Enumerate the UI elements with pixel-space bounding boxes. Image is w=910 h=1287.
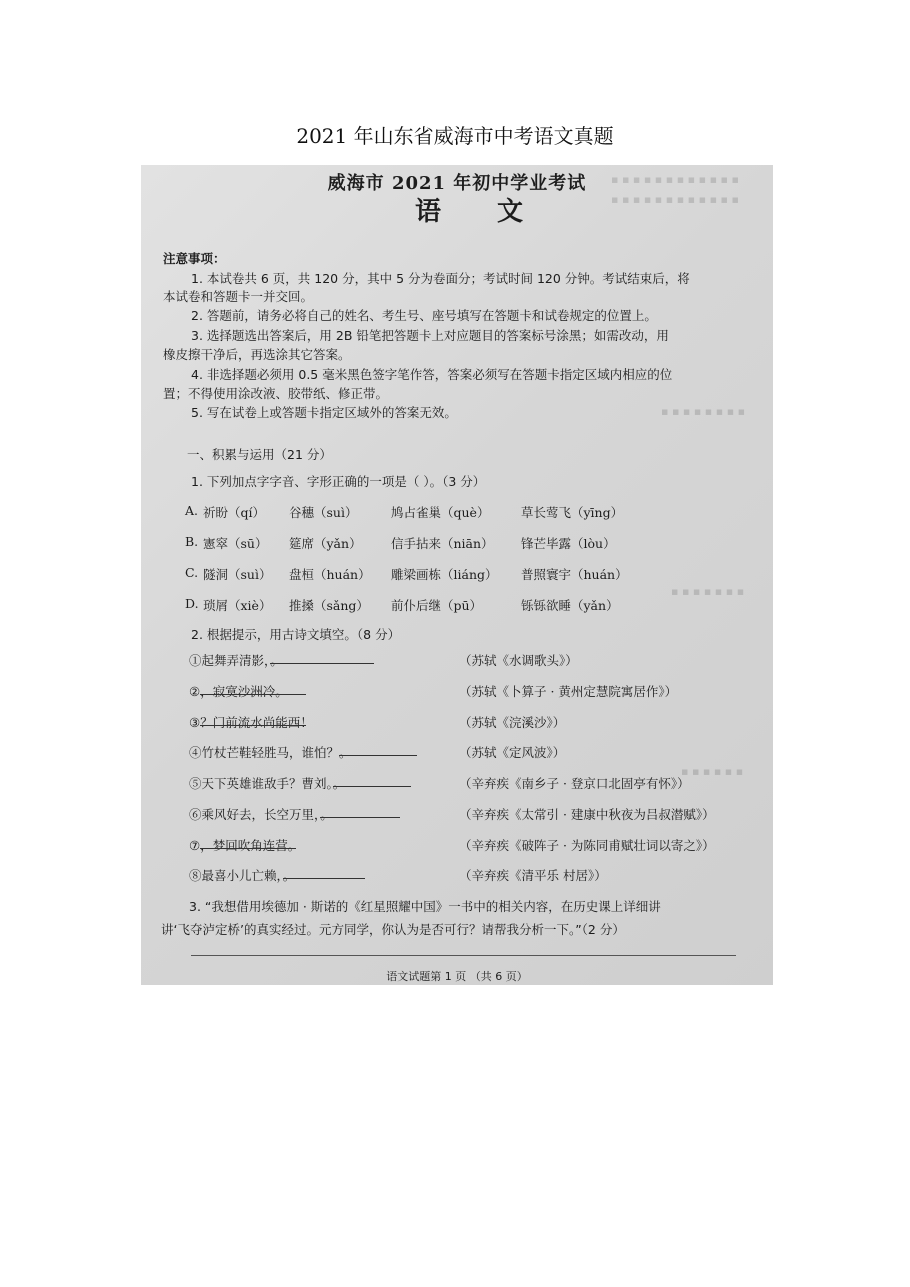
fill-item-3 bbox=[189, 713, 769, 729]
option-item: 锋芒毕露（lòu） bbox=[521, 536, 616, 551]
notice-line: 3. 选择题选出答案后，用 2B 铅笔把答题卡上对应题目的答案标号涂黑；如需改动，用 bbox=[191, 328, 669, 343]
notice-line: 置；不得使用涂改液、胶带纸、修正带。 bbox=[163, 386, 389, 401]
fill-source: （辛弃疾《破阵子 · 为陈同甫赋壮词以寄之》） bbox=[459, 838, 715, 853]
notice-line: 1. 本试卷共 6 页，共 120 分，其中 5 分为卷面分；考试时间 120 分钟。考试结束后，将 bbox=[191, 271, 690, 286]
option-item: 隧洞（suì） bbox=[203, 567, 272, 582]
notice-line: 5. 写在试卷上或答题卡指定区域外的答案无效。 bbox=[191, 405, 457, 420]
fill-source: （苏轼《水调歌头》） bbox=[459, 653, 578, 668]
fill-item-2 bbox=[189, 682, 769, 698]
fill-text: ③ bbox=[189, 715, 201, 730]
option-item: 盘桓（huán） bbox=[289, 567, 371, 582]
bleed-through-text: ▪ ▪ ▪ ▪ ▪ ▪ bbox=[681, 765, 744, 778]
bleed-through-text: ▪ ▪ ▪ ▪ ▪ ▪ ▪ ▪ ▪ ▪ ▪ ▪ bbox=[611, 173, 739, 186]
fill-text: ，寂寞沙洲冷。 bbox=[200, 684, 288, 699]
option-item: 铄铄欲睡（yǎn） bbox=[521, 598, 619, 613]
exam-school-title: 威海市 2021 年初中学业考试 bbox=[327, 173, 587, 194]
option-item: 前仆后继（pū） bbox=[391, 598, 483, 613]
option-a bbox=[185, 503, 745, 519]
notice-line: 本试卷和答题卡一并交回。 bbox=[163, 289, 314, 304]
fill-item-6 bbox=[189, 805, 769, 821]
fill-item-5 bbox=[189, 774, 769, 790]
option-item: 雕梁画栋（liáng） bbox=[391, 567, 498, 582]
answer-blank bbox=[283, 866, 365, 879]
fill-source: （苏轼《卜算子 · 黄州定慧院寓居作》） bbox=[459, 684, 678, 699]
option-item: 筵席（yǎn） bbox=[289, 536, 362, 551]
option-item: 琐屑（xiè） bbox=[203, 598, 272, 613]
option-d bbox=[185, 596, 745, 612]
fill-text: ①起舞弄清影， bbox=[189, 653, 271, 668]
fill-text: ⑦ bbox=[189, 838, 201, 853]
fill-text: ，梦回吹角连营。 bbox=[200, 838, 301, 853]
bleed-through-text: ▪ ▪ ▪ ▪ ▪ ▪ ▪ bbox=[671, 585, 745, 598]
notice-line: 橡皮擦干净后，再选涂其它答案。 bbox=[163, 347, 351, 362]
answer-blank bbox=[339, 743, 417, 756]
option-item: 憲窣（sū） bbox=[203, 536, 268, 551]
option-item: 鸠占雀巢（què） bbox=[391, 505, 490, 520]
fill-source: （辛弃疾《清平乐 村居》） bbox=[459, 868, 607, 883]
answer-blank bbox=[200, 836, 296, 849]
option-label: C. bbox=[185, 565, 199, 580]
option-c bbox=[185, 565, 745, 581]
option-item: 推搡（sǎng） bbox=[289, 598, 369, 613]
notice-line: 2. 答题前，请务必将自己的姓名、考生号、座号填写在答题卡和试卷规定的位置上。 bbox=[191, 308, 657, 323]
bleed-through-text: ▪ ▪ ▪ ▪ ▪ ▪ ▪ ▪ bbox=[661, 405, 746, 418]
bleed-through-text: ▪ ▪ ▪ ▪ ▪ ▪ ▪ ▪ ▪ ▪ ▪ ▪ bbox=[611, 193, 739, 206]
option-item: 草长莺飞（yīng） bbox=[521, 505, 624, 520]
fill-text: ？门前流水尚能西！ bbox=[200, 715, 313, 730]
fill-item-4 bbox=[189, 743, 769, 759]
page-footer: 语文试题第 1 页 （共 6 页） bbox=[386, 970, 528, 983]
fill-text: ⑤天下英雄谁敌手？曹刘。 bbox=[189, 776, 333, 791]
answer-blank bbox=[270, 651, 374, 664]
fill-text: ⑥乘风好去，长空万里， bbox=[189, 807, 321, 822]
option-label: A. bbox=[185, 503, 199, 518]
notice-heading: 注意事项： bbox=[163, 251, 226, 266]
footer-divider bbox=[191, 955, 736, 956]
option-item: 祈盼（qí） bbox=[203, 505, 265, 520]
fill-text: 。 bbox=[282, 868, 296, 883]
answer-blank bbox=[200, 682, 306, 695]
fill-text: 。 bbox=[270, 653, 283, 668]
page-title: 2021 年山东省威海市中考语文真题 bbox=[296, 124, 614, 148]
question-1-prompt: 1. 下列加点字字音、字形正确的一项是（ ）。（3 分） bbox=[191, 474, 486, 489]
fill-item-1 bbox=[189, 651, 769, 667]
section-heading: 一、积累与运用（21 分） bbox=[187, 447, 332, 462]
option-item: 普照寰宇（huán） bbox=[521, 567, 628, 582]
option-item: 谷穗（suì） bbox=[289, 505, 358, 520]
fill-text: 。 bbox=[332, 776, 346, 791]
answer-blank bbox=[333, 774, 411, 787]
option-label: D. bbox=[185, 596, 199, 611]
question-2-prompt: 2. 根据提示，用古诗文填空。（8 分） bbox=[191, 627, 401, 642]
answer-blank bbox=[320, 805, 400, 818]
fill-item-7 bbox=[189, 836, 769, 852]
fill-source: （辛弃疾《太常引 · 建康中秋夜为吕叔潜赋》） bbox=[459, 807, 715, 822]
option-item: 信手拈来（niān） bbox=[391, 536, 494, 551]
question-3-line-1: 3. “我想借用埃德加 · 斯诺的《红星照耀中国》一书中的相关内容，在历史课上详细讲 bbox=[189, 899, 661, 914]
fill-source: （苏轼《浣溪沙》） bbox=[459, 715, 566, 730]
question-3-line-2: 讲‘飞夺泸定桥’的真实经过。元方同学，你认为是否可行？请帮我分析一下。”（2 分） bbox=[161, 922, 625, 937]
exam-subject: 语文 bbox=[414, 197, 579, 227]
fill-source: （苏轼《定风波》） bbox=[459, 745, 566, 760]
fill-text: 。 bbox=[339, 745, 352, 760]
fill-item-8 bbox=[189, 866, 769, 882]
option-label: B. bbox=[185, 534, 199, 549]
fill-source: （辛弃疾《南乡子 · 登京口北固亭有怀》） bbox=[459, 776, 690, 791]
fill-text: ⑧最喜小儿亡赖， bbox=[189, 868, 283, 883]
notice-line: 4. 非选择题必须用 0.5 毫米黑色签字笔作答，答案必须写在答题卡指定区域内相应的位 bbox=[191, 367, 673, 382]
fill-text: 。 bbox=[320, 807, 333, 822]
answer-blank bbox=[200, 713, 306, 726]
fill-text: ④竹杖芒鞋轻胜马，谁怕？ bbox=[189, 745, 340, 760]
fill-text: ② bbox=[189, 684, 201, 699]
exam-paper-photo bbox=[141, 165, 773, 985]
option-b bbox=[185, 534, 745, 550]
